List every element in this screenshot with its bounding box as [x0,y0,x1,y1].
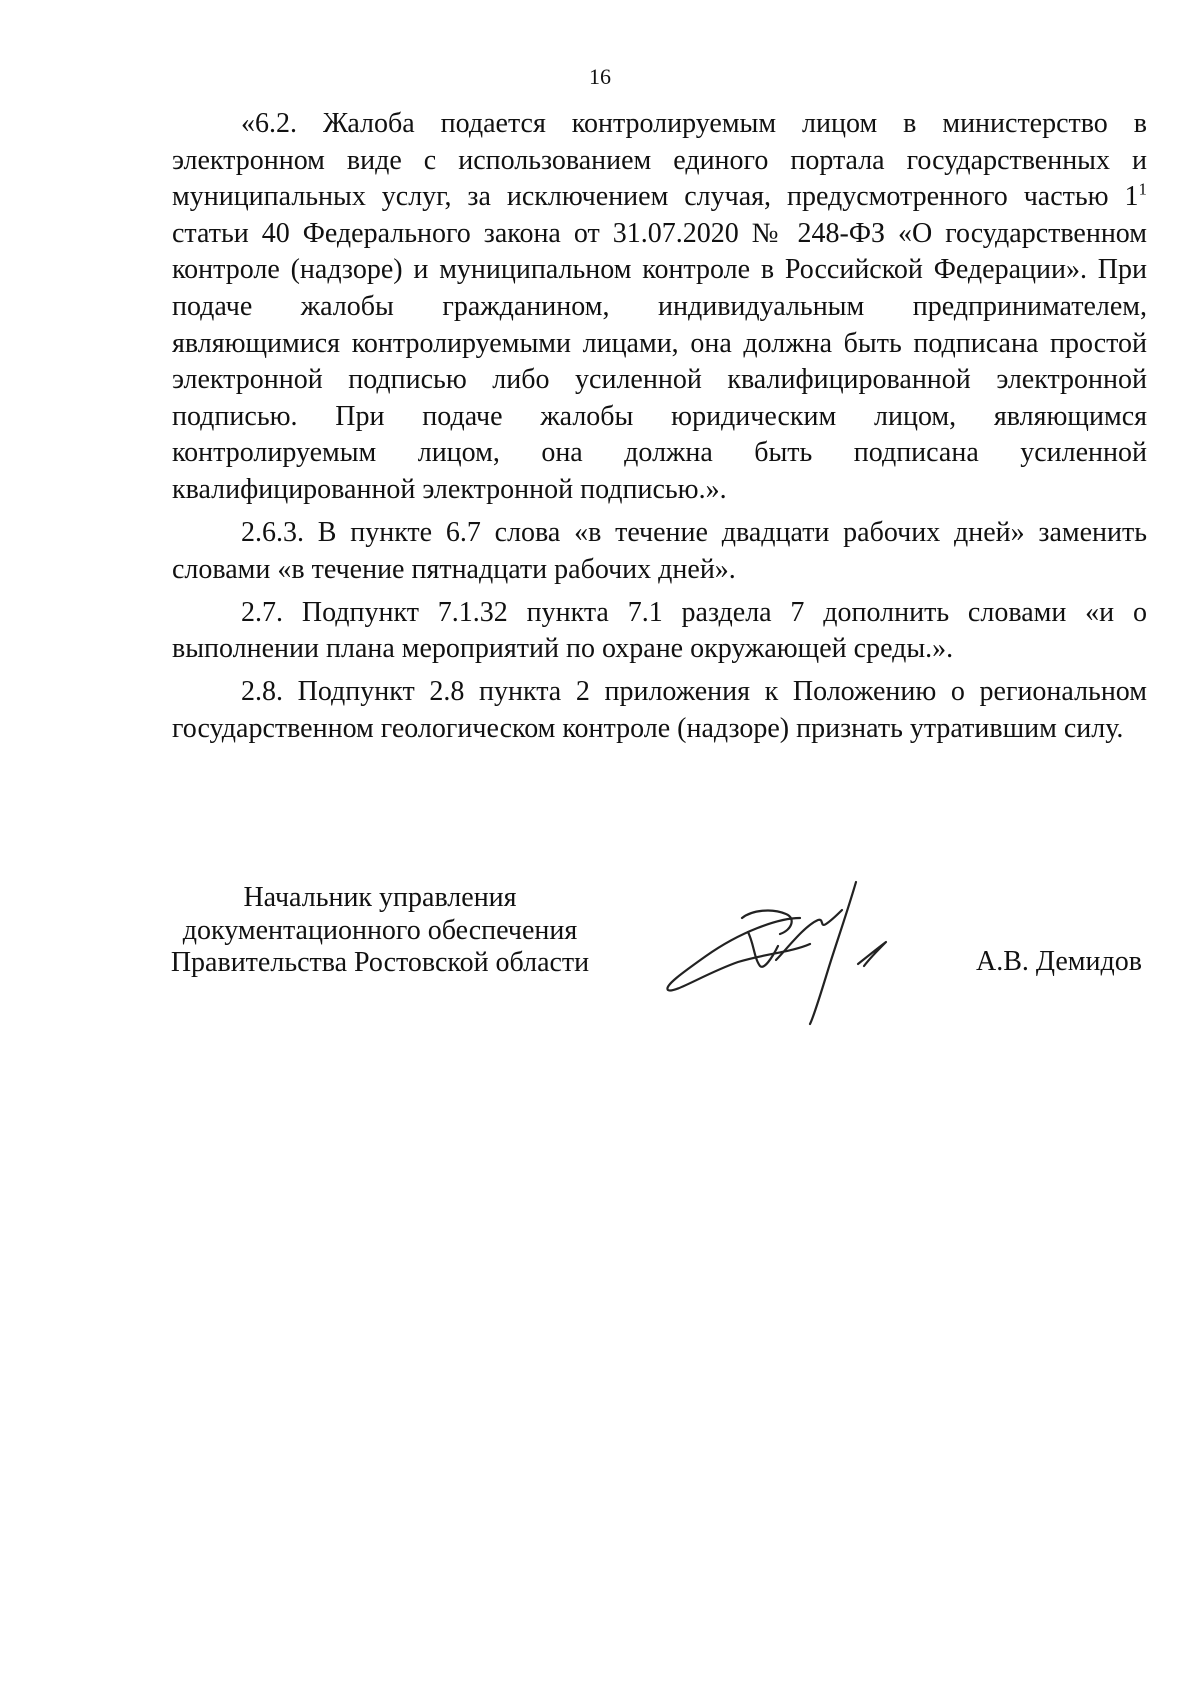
signature-stroke-2 [748,932,778,967]
signer-position-line-2: документационного обеспечения [182,914,578,946]
handwritten-signature [660,870,940,1030]
paragraph-2-6-3: 2.6.3. В пункте 6.7 слова «в течение двадцати рабочих дней» заменить словами «в течение пятнадцати рабочих дней». [172,516,1147,585]
signature-stroke-6 [858,942,886,966]
superscript-index: 1 [1138,179,1147,199]
signature-stroke-4 [776,910,842,960]
page-number: 16 [589,64,611,89]
signer-position-line-3: Правительства Ростовской области [170,947,590,978]
paragraph-6-2-text-start: «6.2. Жалоба подается контролируемым лицом в министерство в электронном виде с использованием единого портала государственных и муниципальных услуг, за исключением случая, предусмотренного частью 1 [172,108,1147,213]
paragraph-6-2-text-end: статьи 40 Федерального закона от 31.07.2020 № 248-ФЗ «О государственном контроле (надзоре) и муниципальном контроле в Российской Федерации». При подаче жалобы гражданином, индивидуальным предпринимателем, являющимися контролируемыми лицами, она должна быть подписана простой электронной подписью либо усиленной квалифицированной электронной подписью. При подаче жалобы юридическим лицом, являющимся контролируемым лицом, она должна быть подписана усиленной квалифицированной электронной подписью.». [172,217,1147,505]
signer-name: А.В. Демидов [976,946,1142,977]
signer-position-line-1: Начальник управления [243,882,517,913]
paragraph-2-7: 2.7. Подпункт 7.1.32 пункта 7.1 раздела 7 дополнить словами «и о выполнении плана мероприятий по охране окружающей среды.». [172,596,1147,665]
document-body [172,106,1147,754]
signature-stroke-5 [810,882,856,1024]
paragraph-6-2 [172,106,1147,509]
paragraph-2-8: 2.8. Подпункт 2.8 пункта 2 приложения к Положению о региональном государственном геологическом контроле (надзоре) признать утратившим силу. [172,676,1147,744]
signer-position [150,882,610,980]
